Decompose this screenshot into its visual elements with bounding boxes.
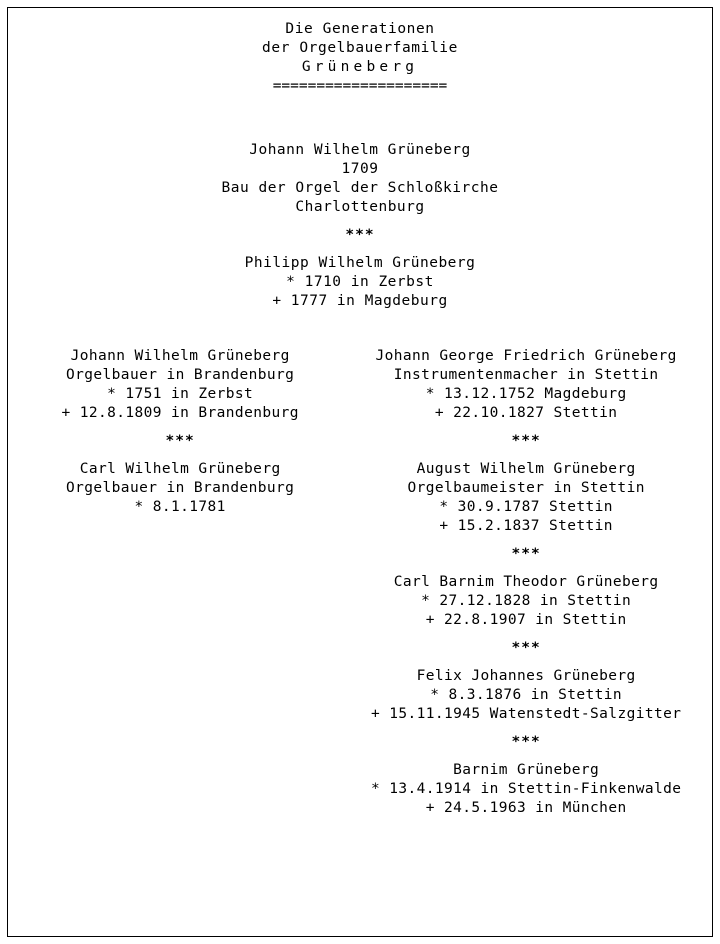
separator-stars: *** — [511, 433, 541, 449]
document-content — [8, 8, 712, 936]
entry-line: * 27.12.1828 in Stettin — [421, 593, 632, 609]
separator-stars: *** — [511, 546, 541, 562]
entry-line: 1709 — [341, 161, 379, 177]
entry-name: Johann Wilhelm Grüneberg — [70, 348, 290, 364]
title-divider: ==================== — [272, 78, 448, 94]
entry-line: * 30.9.1787 Stettin — [439, 499, 613, 515]
entry-line: * 8.3.1876 in Stettin — [430, 687, 623, 703]
entry-name: Carl Barnim Theodor Grüneberg — [393, 574, 659, 590]
title-line-2: der Orgelbauerfamilie — [262, 40, 458, 56]
entry-line: + 22.8.1907 in Stettin — [425, 612, 627, 628]
entry-barnim — [350, 761, 702, 818]
entry-johann-wilhelm-brandenburg — [18, 347, 342, 423]
title-line-1: Die Generationen — [285, 21, 435, 37]
entry-line: + 15.11.1945 Watenstedt-Salzgitter — [370, 706, 682, 722]
entry-line: + 1777 in Magdeburg — [272, 293, 448, 309]
entry-line: Orgelbauer in Brandenburg — [66, 480, 295, 496]
entry-name: Johann Wilhelm Grüneberg — [249, 142, 471, 158]
right-branch-column — [346, 347, 702, 818]
generation-columns — [18, 347, 702, 818]
separator-stars: *** — [345, 227, 375, 243]
separator-stars: *** — [511, 734, 541, 750]
entry-name: Felix Johannes Grüneberg — [416, 668, 636, 684]
spacer — [18, 311, 702, 347]
entry-carl-wilhelm — [18, 460, 342, 517]
entry-line: * 8.1.1781 — [134, 499, 226, 515]
entry-line: Instrumentenmacher in Stettin — [393, 367, 659, 383]
entry-line: * 1710 in Zerbst — [286, 274, 434, 290]
title-line-3: Grüneberg — [301, 59, 419, 75]
entry-line: * 13.4.1914 in Stettin-Finkenwalde — [370, 781, 682, 797]
entry-name: Barnim Grüneberg — [453, 762, 600, 778]
entry-line: Bau der Orgel der Schloßkirche — [221, 180, 499, 196]
entry-felix-johannes — [350, 667, 702, 724]
entry-august-wilhelm — [350, 460, 702, 536]
entry-name: Philipp Wilhelm Grüneberg — [244, 255, 476, 271]
entry-line: + 12.8.1809 in Brandenburg — [61, 405, 299, 421]
entry-line: + 22.10.1827 Stettin — [434, 405, 618, 421]
entry-line: Charlottenburg — [295, 199, 425, 215]
entry-line: + 15.2.1837 Stettin — [439, 518, 613, 534]
entry-line: * 1751 in Zerbst — [107, 386, 254, 402]
separator-stars: *** — [165, 433, 195, 449]
entry-line: + 24.5.1963 in München — [425, 800, 627, 816]
document-title — [18, 20, 702, 95]
entry-name: Carl Wilhelm Grüneberg — [79, 461, 281, 477]
entry-line: Orgelbaumeister in Stettin — [407, 480, 645, 496]
entry-philipp-wilhelm — [18, 254, 702, 311]
entry-line: Orgelbauer in Brandenburg — [66, 367, 295, 383]
entry-line: * 13.12.1752 Magdeburg — [425, 386, 627, 402]
left-branch-column — [18, 347, 346, 517]
entry-carl-barnim-theodor — [350, 573, 702, 630]
entry-name: August Wilhelm Grüneberg — [416, 461, 636, 477]
entry-name: Johann George Friedrich Grüneberg — [375, 348, 677, 364]
separator-stars: *** — [511, 640, 541, 656]
entry-johann-wilhelm-1709 — [18, 141, 702, 217]
spacer — [18, 95, 702, 141]
entry-johann-george-friedrich — [350, 347, 702, 423]
